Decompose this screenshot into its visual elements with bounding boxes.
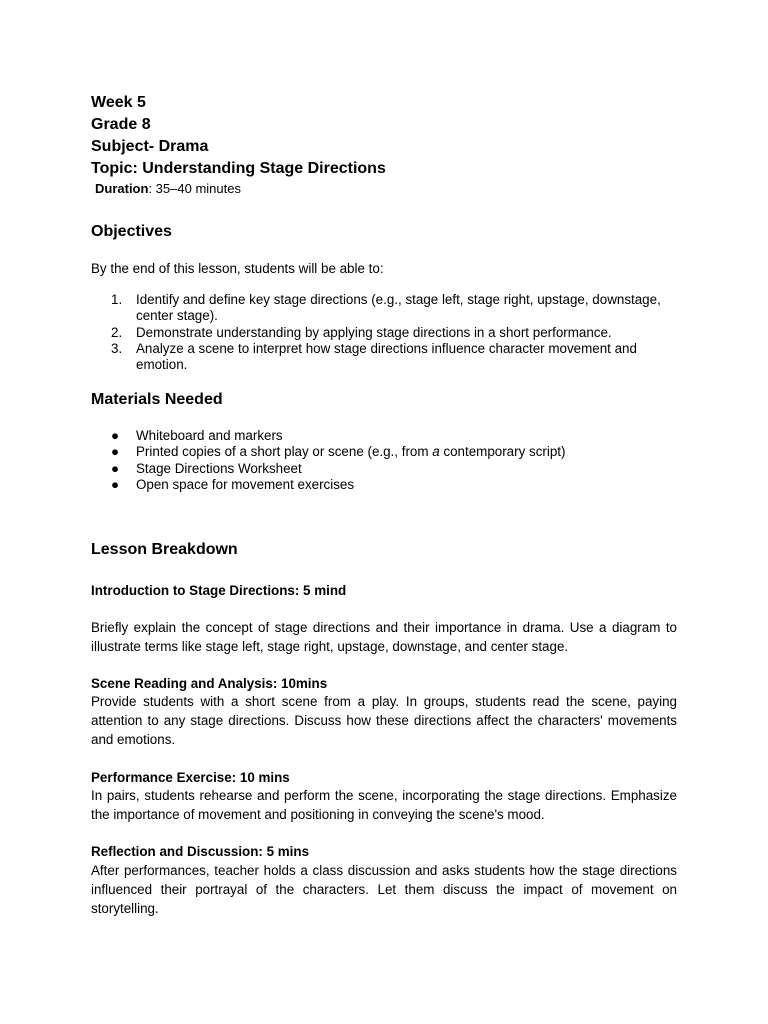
week-line: Week 5 [91, 94, 146, 111]
material-text: Whiteboard and markers [136, 428, 283, 443]
objectives-list [91, 292, 681, 373]
objectives-heading: Objectives [91, 223, 172, 240]
materials-heading: Materials Needed [91, 391, 223, 408]
list-item [91, 477, 681, 493]
duration-line [95, 181, 241, 197]
list-item [91, 292, 681, 325]
section-body-performance: In pairs, students rehearse and perform the scene, incorporating the stage directions. Emphasize the importance of movement and positioning in conveying the scene's mood. [91, 788, 677, 822]
list-number: 2. [111, 324, 123, 340]
list-item [91, 325, 681, 341]
objective-text: Analyze a scene to interpret how stage directions influence character movement and emotion. [136, 340, 637, 373]
material-text: Stage Directions Worksheet [136, 460, 302, 476]
duration-value: : 35–40 minutes [148, 181, 241, 196]
bullet-icon: ● [111, 444, 120, 460]
objective-text: Demonstrate understanding by applying stage directions in a short performance. [136, 324, 612, 340]
material-text: Open space for movement exercises [136, 476, 355, 492]
bullet-icon: ● [111, 476, 120, 492]
list-item [91, 341, 681, 374]
list-item [91, 444, 681, 460]
material-text-italic: a [432, 444, 440, 460]
material-text-part: contemporary script) [439, 444, 566, 460]
duration-label: Duration [95, 181, 149, 196]
list-number: 1. [111, 292, 123, 307]
objectives-intro: By the end of this lesson, students will be able to: [91, 261, 384, 276]
material-text-part: Printed copies of a short play or scene (e.g., from [136, 444, 433, 460]
bullet-icon: ● [111, 460, 120, 476]
section-title-introduction: Introduction to Stage Directions: 5 mind [91, 583, 347, 598]
objective-text: Identify and define key stage directions (e.g., stage left, stage right, upstage, downstage, center stage). [136, 292, 661, 324]
section-title-scene-reading: Scene Reading and Analysis: 10mins [91, 676, 328, 691]
section-body-scene-reading: Provide students with a short scene from a play. In groups, students read the scene, paying attention to any stage directions. Discuss how these directions affect the characters' movements and emotions. [91, 694, 677, 747]
subject-line: Subject- Drama [91, 138, 209, 155]
materials-list [91, 428, 681, 493]
topic-line: Topic: Understanding Stage Directions [91, 160, 386, 177]
bullet-icon: ● [111, 428, 120, 443]
list-item [91, 461, 681, 477]
section-body-reflection: After performances, teacher holds a class discussion and asks students how the stage directions influenced their portrayal of the characters. Let them discuss the impact of movement on storytelling. [91, 863, 677, 916]
list-item [91, 428, 681, 444]
lesson-breakdown-heading: Lesson Breakdown [91, 541, 238, 558]
section-body-introduction: Briefly explain the concept of stage directions and their importance in drama. Use a diagram to illustrate terms like stage left, stage right, upstage, downstage, and center stage. [91, 620, 677, 654]
grade-line: Grade 8 [91, 116, 151, 133]
material-text [136, 444, 565, 459]
section-title-reflection: Reflection and Discussion: 5 mins [91, 844, 310, 859]
list-number: 3. [111, 340, 123, 356]
section-title-performance: Performance Exercise: 10 mins [91, 770, 290, 785]
